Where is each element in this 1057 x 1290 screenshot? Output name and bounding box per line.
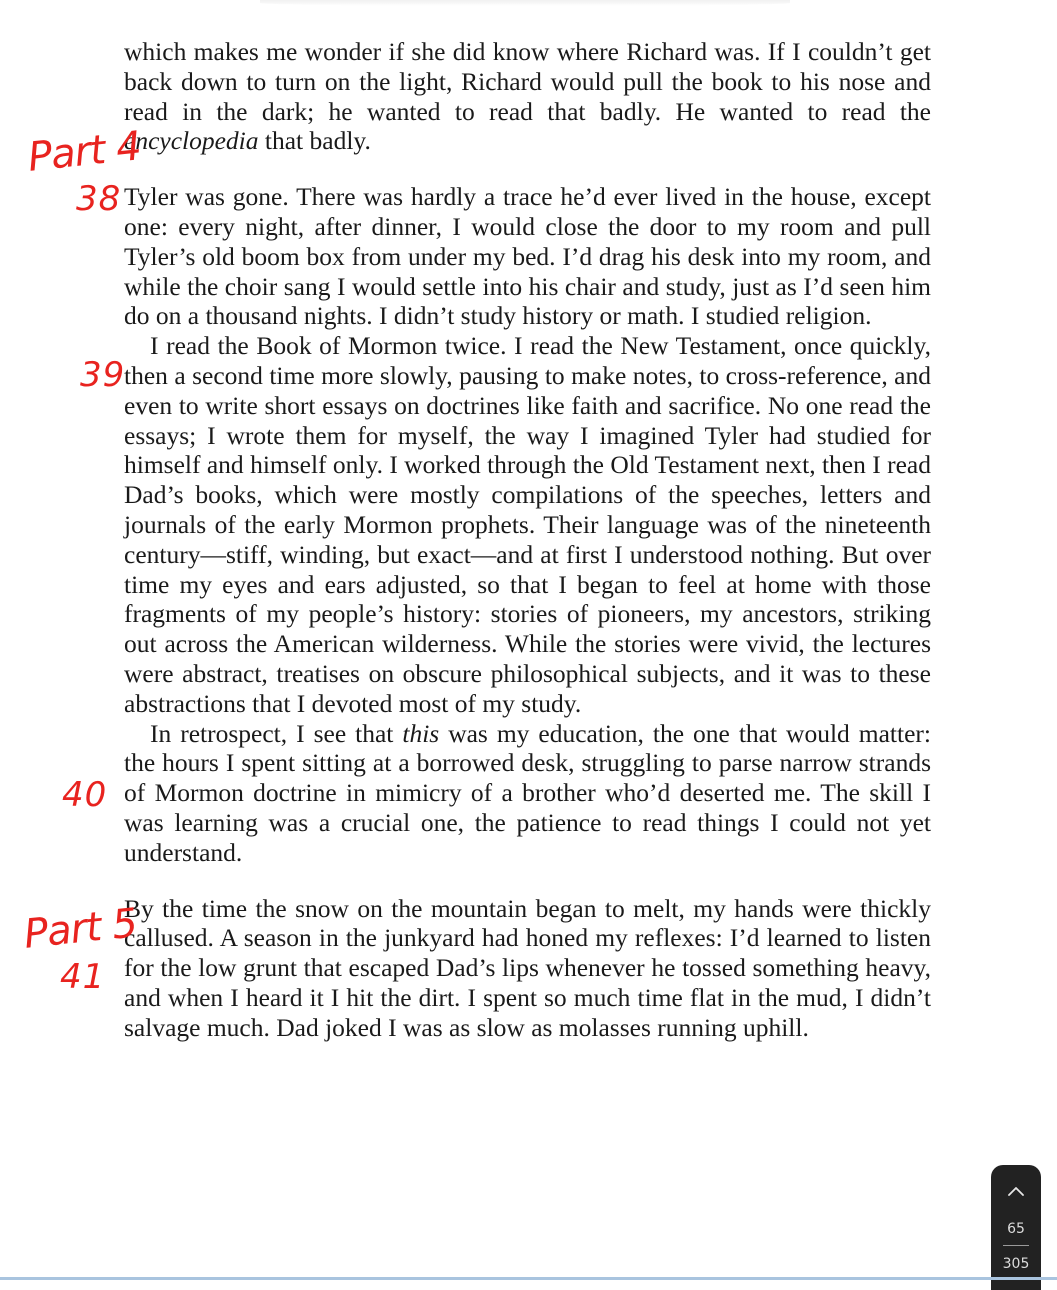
text-segment: that badly.	[258, 126, 371, 156]
text-segment: By the time the snow on the mountain began to melt, my hands were thickly callused. A season in the junkyard had honed my reflexes: I’d learned to listen for the low grunt that escaped Dad’s lips whenever he tossed something heavy, and when I heard it I hit the dirt. I spent so much time flat in the mud, I didn’t salvage much. Dad joked I was as slow as molasses running uphill.	[124, 893, 931, 1042]
text-segment: which makes me wonder if she did know where Richard was. If I couldn’t get back down to turn on the light, Richard would pull the book to his nose and read in the dark; he wanted to read that badly. He wanted to read the	[124, 37, 931, 126]
text-segment: I read the Book of Mormon twice. I read the New Testament, once quickly, then a second time more slowly, pausing to make notes, to cross-reference, and even to write short essays on doctrines like faith and sacrifice. No one read the essays; I wrote them for myself, the way I imagined Tyler had studied for himself and himself only. I worked through the Old Testament next, then I read Dad’s books, which were mostly compilations of the speeches, letters and journals of the early Mormon prophets. Their language was of the nineteenth century—stiff, winding, but exact—and at first I understood nothing. But over time my eyes and ears adjusted, so that I began to feel at home with those fragments of my people’s history: stories of pioneers, my ancestors, striking out across the American wilderness. While the stories were vivid, the lectures were abstract, treatises on obscure philosophical subjects, and it was to these abstractions that I devoted most of my study.	[124, 331, 931, 718]
paragraph-2	[124, 182, 931, 331]
paragraph-3	[124, 331, 931, 718]
text-segment: Tyler was gone. There was hardly a trace he’d ever lived in the house, except one: every night, after dinner, I would close the door to my room and pull Tyler’s old boom box from under my bed. I’d drag his desk into my room, and while the choir sang I would settle into his chair and study, just as I’d seen him do on a thousand nights. I didn’t study history or math. I studied religion.	[124, 182, 931, 331]
book-page	[124, 37, 931, 1043]
handwritten-annotation-38: 38	[76, 179, 122, 219]
page-number-divider	[1003, 1245, 1029, 1246]
paragraph-1	[124, 37, 931, 156]
handwritten-annotation-part4: Part 4	[25, 123, 143, 181]
handwritten-annotation-40: 40	[62, 775, 108, 815]
chevron-up-icon[interactable]	[1005, 1183, 1027, 1199]
text-segment: was my education, the one that would matter: the hours I spent sitting at a borrowed desk, struggling to parse narrow strands of Mormon doctrine in mimicry of a brother who’d deserted me. The skill I was learning was a crucial one, the patience to read things I could not yet understand.	[124, 718, 931, 867]
page-top-shadow	[260, 0, 790, 6]
text-segment: In retrospect, I see that	[150, 718, 403, 748]
paragraph-4	[124, 719, 931, 868]
text-segment-italic: this	[402, 718, 440, 748]
current-page-number: 65	[1007, 1221, 1025, 1237]
paragraph-5	[124, 894, 931, 1043]
handwritten-annotation-39: 39	[80, 355, 126, 395]
total-page-count: 305	[1002, 1256, 1030, 1272]
page-navigator	[991, 1165, 1041, 1290]
text-segment-italic: encyclopedia	[124, 126, 259, 156]
handwritten-annotation-41: 41	[60, 957, 106, 997]
handwritten-annotation-part5: Part 5	[21, 900, 139, 958]
